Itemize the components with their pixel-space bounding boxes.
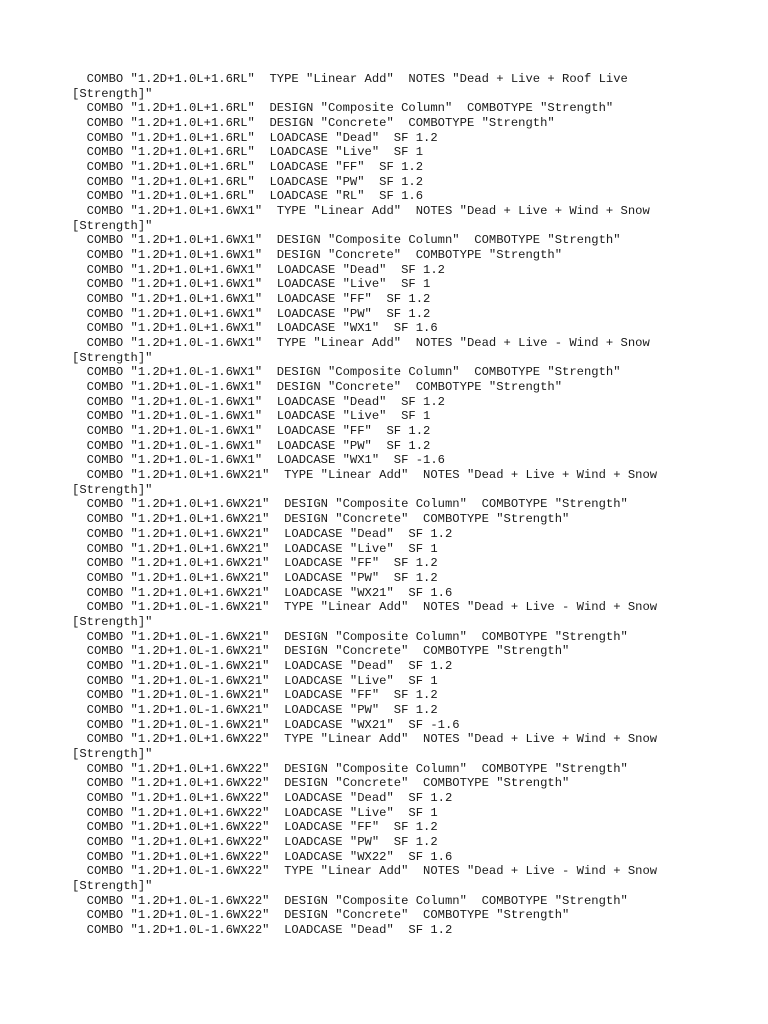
text-line: COMBO "1.2D+1.0L+1.6WX21" DESIGN "Concrete" COMBOTYPE "Strength" xyxy=(72,512,570,527)
document-body xyxy=(72,72,692,938)
text-line: [Strength]" xyxy=(72,350,153,365)
text-line: COMBO "1.2D+1.0L+1.6WX1" TYPE "Linear Add" NOTES "Dead + Live + Wind + Snow xyxy=(72,204,650,219)
text-line: COMBO "1.2D+1.0L-1.6WX1" LOADCASE "Live" SF 1 xyxy=(72,409,431,424)
text-line: COMBO "1.2D+1.0L+1.6WX1" LOADCASE "PW" SF 1.2 xyxy=(72,306,431,321)
text-line: COMBO "1.2D+1.0L+1.6WX21" LOADCASE "PW" SF 1.2 xyxy=(72,570,438,585)
text-line: COMBO "1.2D+1.0L+1.6WX21" DESIGN "Composite Column" COMBOTYPE "Strength" xyxy=(72,497,628,512)
text-line: COMBO "1.2D+1.0L+1.6RL" LOADCASE "Live" SF 1 xyxy=(72,145,424,160)
text-line: COMBO "1.2D+1.0L+1.6WX21" LOADCASE "FF" SF 1.2 xyxy=(72,556,438,571)
text-line: COMBO "1.2D+1.0L+1.6WX22" DESIGN "Concrete" COMBOTYPE "Strength" xyxy=(72,776,570,791)
text-line: COMBO "1.2D+1.0L+1.6WX1" LOADCASE "Live" SF 1 xyxy=(72,277,431,292)
text-line: COMBO "1.2D+1.0L-1.6WX1" LOADCASE "PW" SF 1.2 xyxy=(72,438,431,453)
text-line: [Strength]" xyxy=(72,482,153,497)
text-line: [Strength]" xyxy=(72,86,153,101)
text-line: COMBO "1.2D+1.0L+1.6WX22" LOADCASE "Live" SF 1 xyxy=(72,805,438,820)
text-line: COMBO "1.2D+1.0L+1.6RL" DESIGN "Concrete" COMBOTYPE "Strength" xyxy=(72,116,555,131)
text-line: COMBO "1.2D+1.0L+1.6WX1" LOADCASE "FF" SF 1.2 xyxy=(72,292,431,307)
text-line: COMBO "1.2D+1.0L+1.6WX22" LOADCASE "PW" SF 1.2 xyxy=(72,834,438,849)
text-line: COMBO "1.2D+1.0L-1.6WX21" DESIGN "Composite Column" COMBOTYPE "Strength" xyxy=(72,629,628,644)
text-line: COMBO "1.2D+1.0L-1.6WX22" DESIGN "Concrete" COMBOTYPE "Strength" xyxy=(72,908,570,923)
text-line: COMBO "1.2D+1.0L-1.6WX21" DESIGN "Concrete" COMBOTYPE "Strength" xyxy=(72,644,570,659)
text-line: COMBO "1.2D+1.0L-1.6WX21" TYPE "Linear Add" NOTES "Dead + Live - Wind + Snow xyxy=(72,600,658,615)
text-line: [Strength]" xyxy=(72,878,153,893)
text-line: COMBO "1.2D+1.0L+1.6WX21" TYPE "Linear Add" NOTES "Dead + Live + Wind + Snow xyxy=(72,468,658,483)
text-line: COMBO "1.2D+1.0L+1.6RL" LOADCASE "RL" SF 1.6 xyxy=(72,189,424,204)
text-line: COMBO "1.2D+1.0L-1.6WX21" LOADCASE "PW" SF 1.2 xyxy=(72,702,438,717)
text-line: COMBO "1.2D+1.0L+1.6WX22" LOADCASE "Dead" SF 1.2 xyxy=(72,790,453,805)
text-line: COMBO "1.2D+1.0L+1.6RL" TYPE "Linear Add" NOTES "Dead + Live + Roof Live xyxy=(72,72,628,86)
text-line: COMBO "1.2D+1.0L+1.6WX22" LOADCASE "FF" SF 1.2 xyxy=(72,820,438,835)
text-line: COMBO "1.2D+1.0L+1.6RL" LOADCASE "FF" SF 1.2 xyxy=(72,160,424,175)
text-line: COMBO "1.2D+1.0L+1.6WX21" LOADCASE "Dead" SF 1.2 xyxy=(72,526,453,541)
text-line: COMBO "1.2D+1.0L+1.6WX22" TYPE "Linear Add" NOTES "Dead + Live + Wind + Snow xyxy=(72,732,658,747)
text-line: COMBO "1.2D+1.0L-1.6WX1" LOADCASE "WX1" SF -1.6 xyxy=(72,453,445,468)
text-line: COMBO "1.2D+1.0L-1.6WX1" DESIGN "Concrete" COMBOTYPE "Strength" xyxy=(72,380,563,395)
text-line: [Strength]" xyxy=(72,218,153,233)
text-line: COMBO "1.2D+1.0L-1.6WX21" LOADCASE "WX21" SF -1.6 xyxy=(72,717,460,732)
text-line: COMBO "1.2D+1.0L+1.6WX1" DESIGN "Concrete" COMBOTYPE "Strength" xyxy=(72,248,563,263)
text-line: COMBO "1.2D+1.0L-1.6WX21" LOADCASE "Live" SF 1 xyxy=(72,673,438,688)
text-line: COMBO "1.2D+1.0L-1.6WX22" DESIGN "Composite Column" COMBOTYPE "Strength" xyxy=(72,893,628,908)
text-line: COMBO "1.2D+1.0L-1.6WX1" TYPE "Linear Add" NOTES "Dead + Live - Wind + Snow xyxy=(72,336,650,351)
text-line: COMBO "1.2D+1.0L+1.6RL" LOADCASE "PW" SF 1.2 xyxy=(72,174,424,189)
text-line: [Strength]" xyxy=(72,746,153,761)
text-line: COMBO "1.2D+1.0L+1.6RL" LOADCASE "Dead" SF 1.2 xyxy=(72,130,438,145)
text-line: COMBO "1.2D+1.0L+1.6WX21" LOADCASE "Live" SF 1 xyxy=(72,541,438,556)
text-line: COMBO "1.2D+1.0L+1.6WX21" LOADCASE "WX21" SF 1.6 xyxy=(72,585,453,600)
text-line: COMBO "1.2D+1.0L-1.6WX1" DESIGN "Composite Column" COMBOTYPE "Strength" xyxy=(72,365,621,380)
text-line: COMBO "1.2D+1.0L-1.6WX21" LOADCASE "Dead" SF 1.2 xyxy=(72,658,453,673)
text-line: COMBO "1.2D+1.0L+1.6WX1" LOADCASE "WX1" SF 1.6 xyxy=(72,321,438,336)
text-line: COMBO "1.2D+1.0L-1.6WX22" LOADCASE "Dead" SF 1.2 xyxy=(72,922,453,937)
text-line: COMBO "1.2D+1.0L+1.6RL" DESIGN "Composite Column" COMBOTYPE "Strength" xyxy=(72,101,614,116)
text-line: COMBO "1.2D+1.0L-1.6WX21" LOADCASE "FF" SF 1.2 xyxy=(72,688,438,703)
text-line: COMBO "1.2D+1.0L-1.6WX1" LOADCASE "Dead" SF 1.2 xyxy=(72,394,445,409)
text-line: COMBO "1.2D+1.0L-1.6WX1" LOADCASE "FF" SF 1.2 xyxy=(72,424,431,439)
text-line: COMBO "1.2D+1.0L+1.6WX1" DESIGN "Composite Column" COMBOTYPE "Strength" xyxy=(72,233,621,248)
text-line: COMBO "1.2D+1.0L+1.6WX1" LOADCASE "Dead" SF 1.2 xyxy=(72,262,445,277)
text-line: COMBO "1.2D+1.0L+1.6WX22" DESIGN "Composite Column" COMBOTYPE "Strength" xyxy=(72,761,628,776)
text-line: COMBO "1.2D+1.0L-1.6WX22" TYPE "Linear Add" NOTES "Dead + Live - Wind + Snow xyxy=(72,864,658,879)
text-line: COMBO "1.2D+1.0L+1.6WX22" LOADCASE "WX22" SF 1.6 xyxy=(72,849,453,864)
text-line: [Strength]" xyxy=(72,614,153,629)
